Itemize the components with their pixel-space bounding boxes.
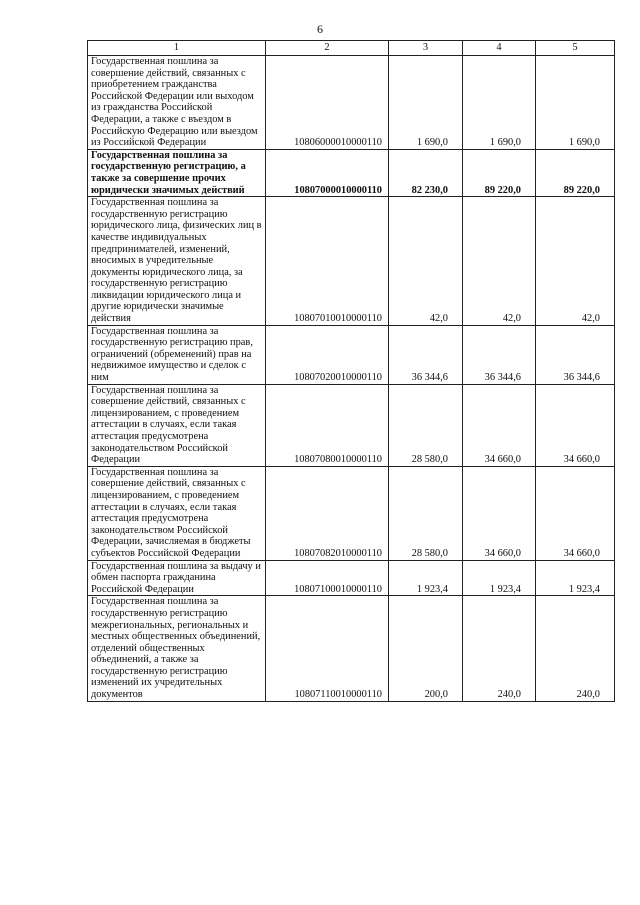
row-value-col4: 89 220,0	[463, 149, 536, 196]
row-value-col3: 200,0	[389, 596, 463, 701]
row-name: Государственная пошлина за государственную регистрацию межрегиональных, региональных и местных общественных объединений, отделений общественных объединений, а также за государственную регистрацию изменений их учредительных документов	[88, 596, 266, 701]
table-row	[88, 325, 615, 384]
row-code: 10807100010000110	[266, 560, 389, 596]
row-name: Государственная пошлина за совершение действий, связанных с приобретением гражданства Российской Федерации или выходом из гражданства Российской Федерации, а также с въездом в Российскую Федерацию или выездом из Российской Федерации	[88, 56, 266, 150]
row-value-col5: 1 690,0	[536, 56, 615, 150]
row-value-col4: 34 660,0	[463, 466, 536, 560]
row-name: Государственная пошлина за государственную регистрацию юридического лица, физических лиц в качестве индивидуальных предпринимателей, изменений, вносимых в учредительные документы юридического лица, за государственную регистрацию ликвидации юридического лица и другие юридически значимые действия	[88, 197, 266, 326]
column-header: 5	[536, 41, 615, 56]
table-row	[88, 384, 615, 466]
row-name: Государственная пошлина за государственную регистрацию прав, ограничений (обременений) прав на недвижимое имущество и сделок с ним	[88, 325, 266, 384]
table-header-row	[88, 41, 615, 56]
row-value-col3: 28 580,0	[389, 384, 463, 466]
row-value-col4: 1 923,4	[463, 560, 536, 596]
row-code: 10806000010000110	[266, 56, 389, 150]
row-value-col5: 42,0	[536, 197, 615, 326]
row-value-col3: 28 580,0	[389, 466, 463, 560]
row-code: 10807080010000110	[266, 384, 389, 466]
row-value-col3: 1 690,0	[389, 56, 463, 150]
table-row	[88, 149, 615, 196]
row-value-col5: 240,0	[536, 596, 615, 701]
row-value-col3: 1 923,4	[389, 560, 463, 596]
budget-table	[87, 40, 615, 702]
row-name: Государственная пошлина за государственную регистрацию, а также за совершение прочих юридически значимых действий	[88, 149, 266, 196]
table-row	[88, 596, 615, 701]
row-value-col3: 82 230,0	[389, 149, 463, 196]
row-value-col4: 1 690,0	[463, 56, 536, 150]
column-header: 1	[88, 41, 266, 56]
column-header: 2	[266, 41, 389, 56]
table-row	[88, 466, 615, 560]
row-value-col4: 240,0	[463, 596, 536, 701]
row-value-col4: 34 660,0	[463, 384, 536, 466]
row-code: 10807110010000110	[266, 596, 389, 701]
table-row	[88, 56, 615, 150]
row-value-col3: 42,0	[389, 197, 463, 326]
row-name: Государственная пошлина за совершение действий, связанных с лицензированием, с проведением аттестации в случаях, если такая аттестация предусмотрена законодательством Российской Федерации	[88, 384, 266, 466]
row-name: Государственная пошлина за совершение действий, связанных с лицензированием, с проведением аттестации в случаях, если такая аттестация предусмотрена законодательством Российской Федерации, зачисляемая в бюджеты субъектов Российской Федерации	[88, 466, 266, 560]
row-value-col5: 36 344,6	[536, 325, 615, 384]
row-name: Государственная пошлина за выдачу и обмен паспорта гражданина Российской Федерации	[88, 560, 266, 596]
column-header: 4	[463, 41, 536, 56]
row-value-col3: 36 344,6	[389, 325, 463, 384]
row-value-col4: 42,0	[463, 197, 536, 326]
row-value-col5: 89 220,0	[536, 149, 615, 196]
page-number: 6	[317, 22, 323, 36]
row-value-col5: 34 660,0	[536, 384, 615, 466]
row-code: 10807010010000110	[266, 197, 389, 326]
row-code: 10807082010000110	[266, 466, 389, 560]
column-header: 3	[389, 41, 463, 56]
table-row	[88, 197, 615, 326]
row-value-col5: 34 660,0	[536, 466, 615, 560]
row-code: 10807000010000110	[266, 149, 389, 196]
row-value-col4: 36 344,6	[463, 325, 536, 384]
table-row	[88, 560, 615, 596]
row-code: 10807020010000110	[266, 325, 389, 384]
row-value-col5: 1 923,4	[536, 560, 615, 596]
